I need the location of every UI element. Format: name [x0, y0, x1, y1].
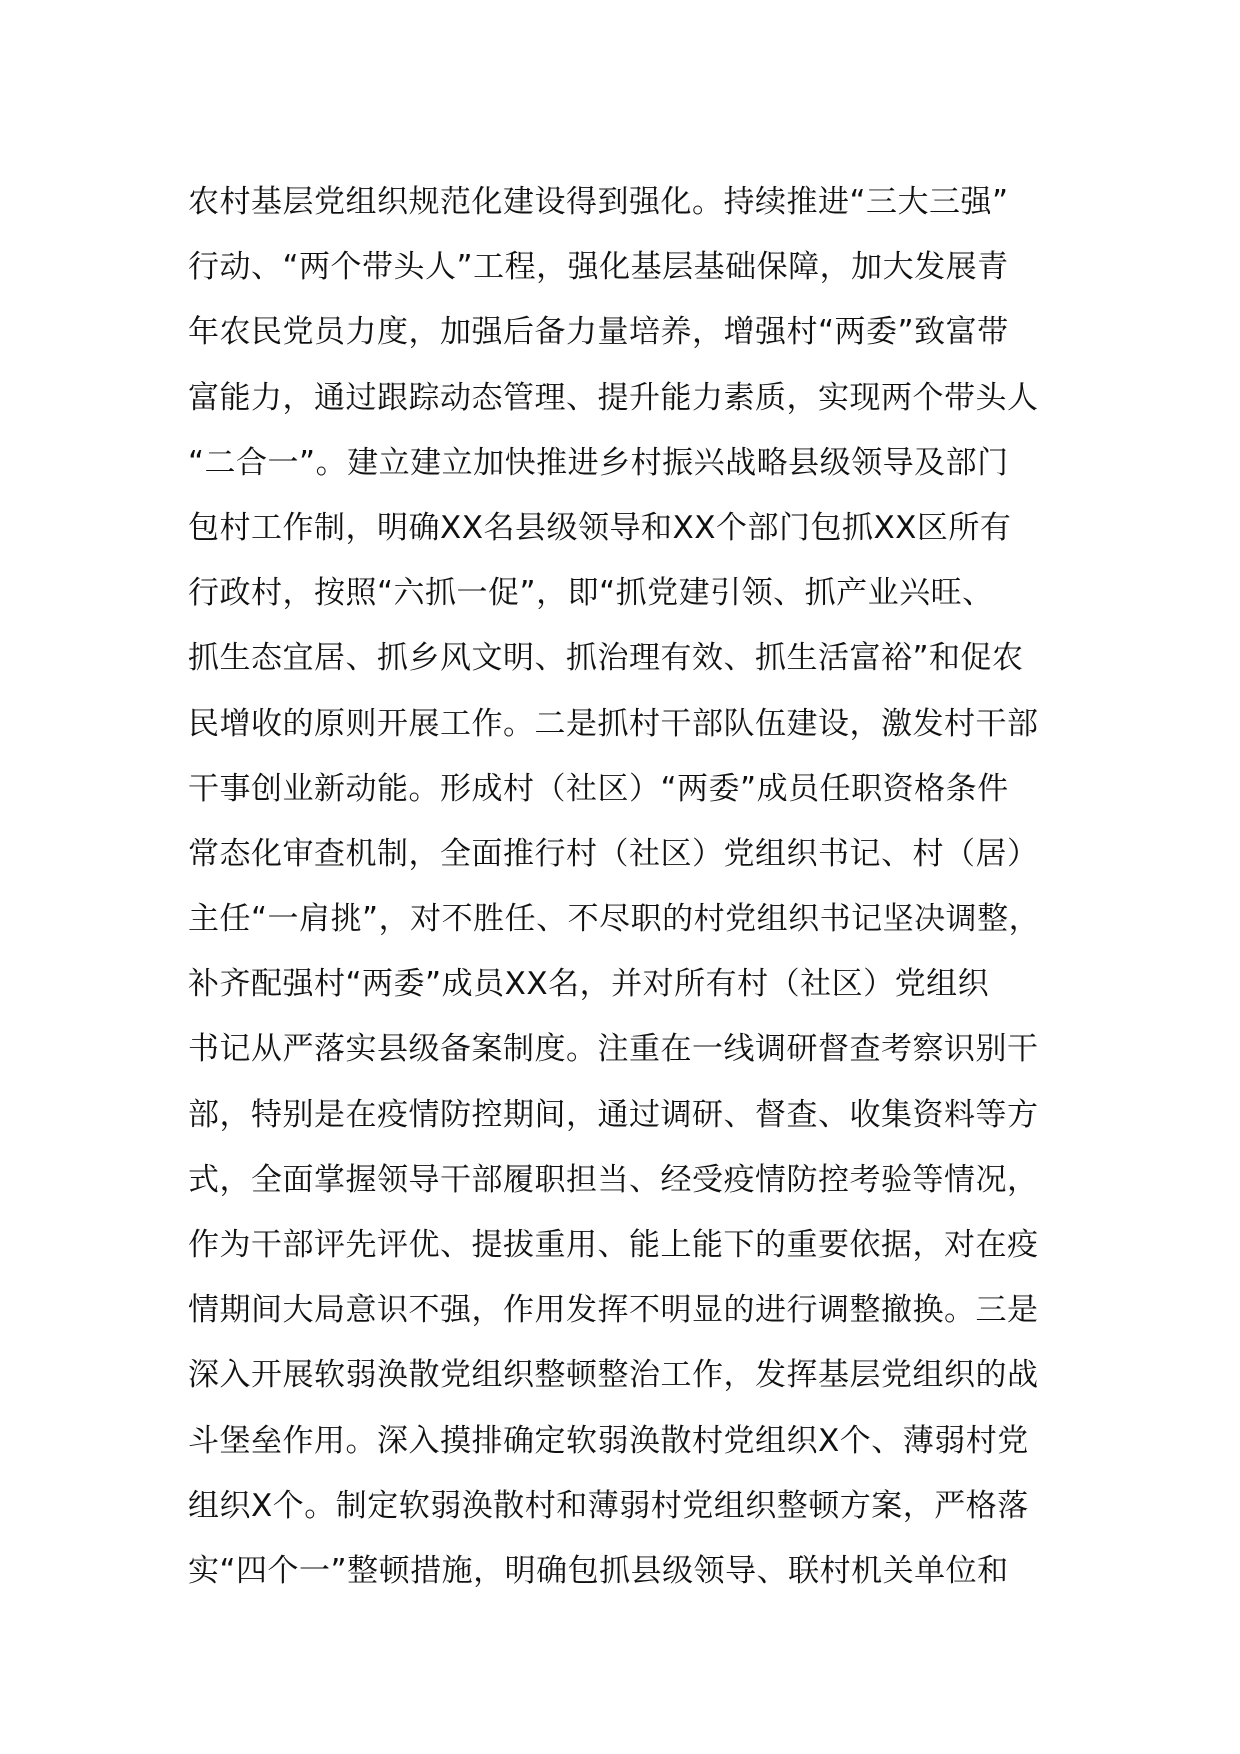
text-line-16: 式，全面掌握领导干部履职担当、经受疫情防控考验等情况，: [188, 1161, 1039, 1198]
text-line-22: 实“四个一”整顿措施，明确包抓县级领导、联村机关单位和: [188, 1552, 1009, 1589]
text-line-2: 行动、“两个带头人”工程，强化基层基础保障，加大发展青: [188, 249, 1009, 286]
text-line-8: 抓生态宜居、抓乡风文明、抓治理有效、抓生活富裕”和促农: [188, 640, 1024, 677]
text-line-3: 年农民党员力度，加强后备力量培养，增强村“两委”致富带: [188, 314, 1009, 351]
text-line-7: 行政村，按照“六抓一促”，即“抓党建引领、抓产业兴旺、: [188, 575, 994, 612]
text-line-18: 情期间大局意识不强，作用发挥不明显的进行调整撤换。三是: [188, 1292, 1039, 1329]
text-line-17: 作为干部评先评优、提拔重用、能上能下的重要依据，对在疫: [188, 1227, 1039, 1263]
text-line-19: 深入开展软弱涣散党组织整顿整治工作，发挥基层党组织的战: [188, 1357, 1039, 1394]
text-line-6: 包村工作制，明确XX名县级领导和XX个部门包抓XX区所有: [188, 509, 1012, 546]
text-line-14: 书记从严落实县级备案制度。注重在一线调研督查考察识别干: [188, 1031, 1039, 1068]
text-line-20: 斗堡垒作用。深入摸排确定软弱涣散村党组织X个、薄弱村党: [188, 1422, 1029, 1459]
text-line-21: 组织X个。制定软弱涣散村和薄弱村党组织整顿方案，严格落: [188, 1487, 1029, 1524]
body-paragraph: [188, 170, 1068, 1604]
text-line-11: 常态化审查机制，全面推行村（社区）党组织书记、村（居）: [188, 835, 1039, 872]
text-line-4: 富能力，通过跟踪动态管理、提升能力素质，实现两个带头人: [188, 379, 1039, 416]
text-line-15: 部，特别是在疫情防控期间，通过调研、督查、收集资料等方: [188, 1096, 1039, 1133]
text-line-9: 民增收的原则开展工作。二是抓村干部队伍建设，激发村干部: [188, 705, 1039, 742]
text-line-10: 干事创业新动能。形成村（社区）“两委”成员任职资格条件: [188, 770, 1009, 807]
text-line-1: 农村基层党组织规范化建设得到强化。持续推进“三大三强”: [188, 184, 1009, 220]
text-line-12: 主任“一肩挑”，对不胜任、不尽职的村党组织书记坚决调整，: [188, 901, 1041, 938]
text-line-5: “二合一”。建立建立加快推进乡村振兴战略县级领导及部门: [188, 444, 1009, 481]
text-line-13: 补齐配强村“两委”成员XX名，并对所有村（社区）党组织: [188, 966, 990, 1003]
